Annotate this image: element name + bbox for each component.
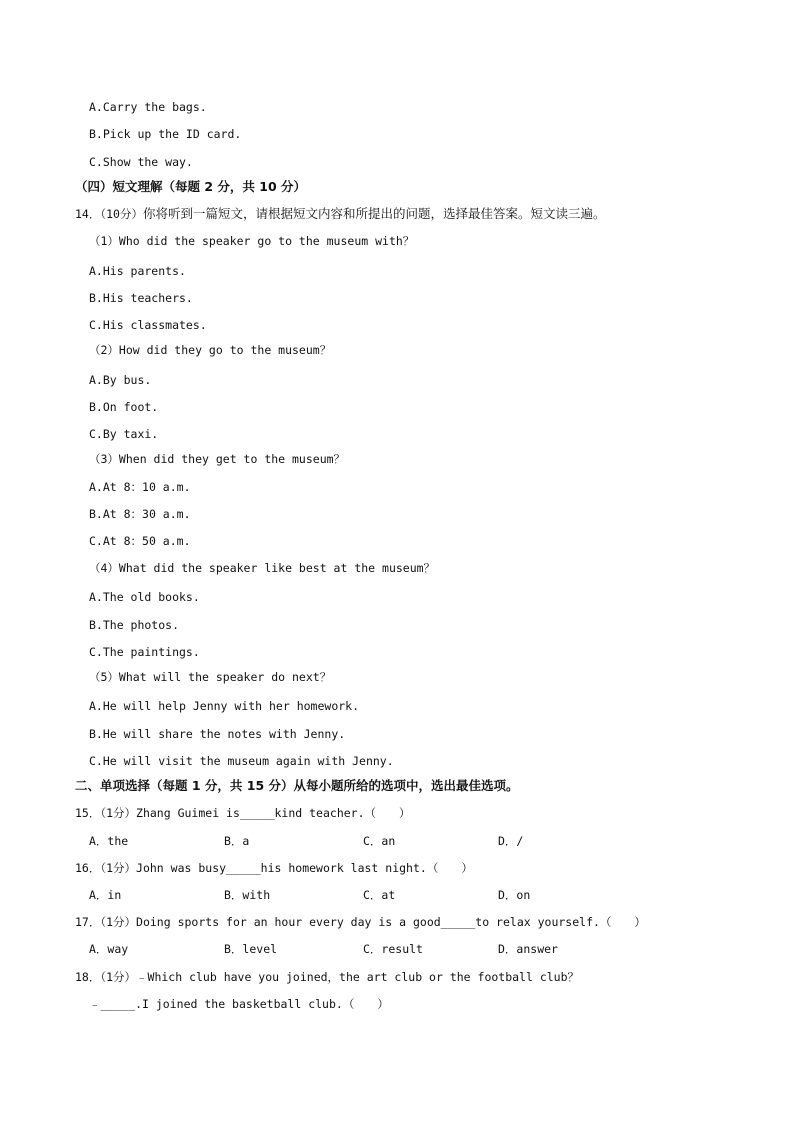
option-line: B.He will share the notes with Jenny. bbox=[89, 727, 346, 741]
option-line: A.At 8：10 a.m. bbox=[89, 480, 191, 494]
question-number: 15．（1分） bbox=[75, 806, 137, 820]
option: B．with bbox=[224, 888, 271, 902]
option-line: C.By taxi. bbox=[89, 427, 159, 441]
sub-question: （4）What did the speaker like best at the museum？ bbox=[89, 561, 436, 575]
option-line: C.His classmates. bbox=[89, 318, 207, 332]
sub-question: （5）What will the speaker do next？ bbox=[89, 670, 332, 684]
question-text: ﹣Which club have you joined，the art club or the football club？ bbox=[136, 970, 580, 984]
option: C．at bbox=[363, 888, 396, 902]
option: D．/ bbox=[498, 834, 524, 848]
option-line: B.On foot. bbox=[89, 400, 159, 414]
question-number: 16．（1分） bbox=[75, 861, 137, 875]
question-text: 你将听到一篇短文，请根据短文内容和所提出的问题，选择最佳答案。短文读三遍。 bbox=[142, 206, 606, 221]
question-15 bbox=[75, 805, 411, 821]
question-text: Doing sports for an hour every day is a good_____to relax yourself.（ ） bbox=[136, 915, 646, 929]
sub-question: （3）When did they get to the museum？ bbox=[89, 452, 346, 466]
option: C．an bbox=[363, 834, 396, 848]
option-line: A.The old books. bbox=[89, 590, 200, 604]
option-line: A.Carry the bags. bbox=[89, 100, 207, 114]
option-line: A.His parents. bbox=[89, 264, 186, 278]
sub-question: （1）Who did the speaker go to the museum with？ bbox=[89, 234, 415, 248]
option: C．result bbox=[363, 942, 423, 956]
section-heading: 二、单项选择（每题 1 分，共 15 分）从每小题所给的选项中，选出最佳选项。 bbox=[75, 778, 519, 793]
option-line: B.The photos. bbox=[89, 618, 180, 632]
question-number: 18．（1分） bbox=[75, 970, 137, 984]
question-18 bbox=[75, 969, 579, 985]
section-heading: （四）短文理解（每题 2 分，共 10 分） bbox=[75, 179, 307, 194]
sub-question: （2）How did they go to the museum？ bbox=[89, 343, 332, 357]
question-number: 14．（10分） bbox=[75, 207, 143, 221]
option-line: B.His teachers. bbox=[89, 291, 193, 305]
question-17 bbox=[75, 914, 646, 930]
option: B．level bbox=[224, 942, 278, 956]
option: B．a bbox=[224, 834, 250, 848]
option-line: C.Show the way. bbox=[89, 155, 193, 169]
question-14 bbox=[75, 206, 605, 222]
option: D．answer bbox=[498, 942, 558, 956]
question-text: Zhang Guimei is_____kind teacher.（ ） bbox=[136, 806, 411, 820]
option: A．the bbox=[89, 834, 129, 848]
question-text: John was busy_____his homework last night.（ ） bbox=[136, 861, 473, 875]
option: D．on bbox=[498, 888, 531, 902]
question-number: 17．（1分） bbox=[75, 915, 137, 929]
option-line: B.Pick up the ID card. bbox=[89, 127, 242, 141]
option-line: A.By bus. bbox=[89, 373, 152, 387]
dialogue-line: ﹣_____.I joined the basketball club.（ ） bbox=[89, 997, 389, 1011]
option-line: C.At 8：50 a.m. bbox=[89, 534, 191, 548]
option-line: B.At 8：30 a.m. bbox=[89, 507, 191, 521]
option-line: C.The paintings. bbox=[89, 645, 200, 659]
option: A．way bbox=[89, 942, 129, 956]
option: A．in bbox=[89, 888, 122, 902]
option-line: A.He will help Jenny with her homework. bbox=[89, 699, 360, 713]
option-line: C.He will visit the museum again with Jenny. bbox=[89, 754, 394, 768]
question-16 bbox=[75, 860, 473, 876]
